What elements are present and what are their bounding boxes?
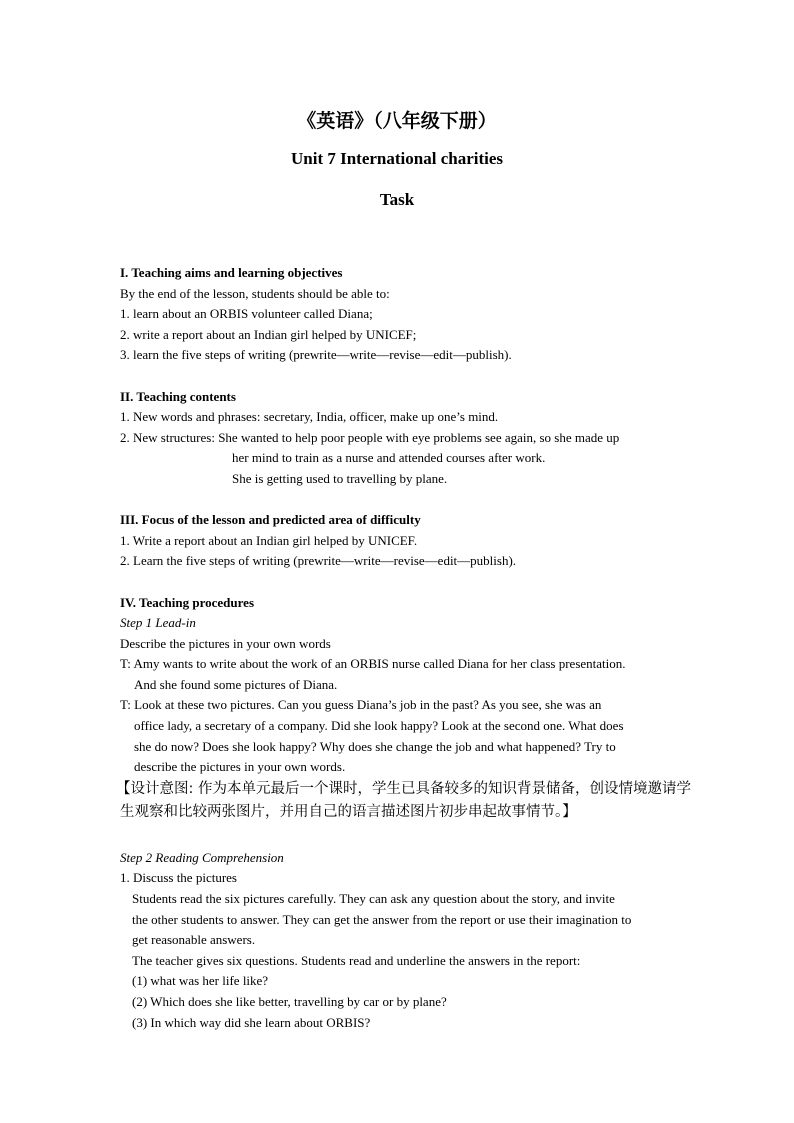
section2-item-cont: She is getting used to travelling by plane. <box>232 470 448 486</box>
design-intent-note: 【设计意图: 作为本单元最后一个课时，学生已具备较多的知识背景储备，创设情境邀请学 <box>116 780 691 797</box>
step1-intro: Describe the pictures in your own words <box>120 635 331 651</box>
step2-question: (3) In which way did she learn about ORBIS? <box>132 1014 371 1030</box>
section1-item: 1. learn about an ORBIS volunteer called Diana; <box>120 306 373 322</box>
step2-paragraph: the other students to answer. They can get the answer from the report or use their imagination to <box>132 911 632 927</box>
step1-teacher-line-cont: office lady, a secretary of a company. Did she look happy? Look at the second one. What does <box>134 718 624 734</box>
step2-paragraph: The teacher gives six questions. Students read and underline the answers in the report: <box>132 952 581 968</box>
section1-item: 3. learn the five steps of writing (prewrite—write—revise—edit—publish). <box>120 347 512 363</box>
document-body <box>116 263 691 1033</box>
section3-heading: III. Focus of the lesson and predicted area of difficulty <box>120 512 421 528</box>
step2-question: (2) Which does she like better, travelling by car or by plane? <box>132 994 447 1009</box>
step2-question: (1) what was her life like? <box>132 973 269 989</box>
step2-paragraph: Students read the six pictures carefully. They can ask any question about the story, and invite <box>132 891 615 907</box>
section2-heading: II. Teaching contents <box>120 388 236 404</box>
section3-item: 2. Learn the five steps of writing (prewrite—write—revise—edit—publish). <box>120 553 517 569</box>
design-intent-note-cont: 生观察和比较两张图片，并用自己的语言描述图片初步串起故事情节。】 <box>120 803 577 820</box>
section3-item: 1. Write a report about an Indian girl helped by UNICEF. <box>120 532 418 548</box>
book-title: 《英语》（八年级下册） <box>297 110 497 132</box>
section1-intro: By the end of the lesson, students should be able to: <box>120 285 390 301</box>
section2-item-cont: her mind to train as a nurse and attended courses after work. <box>232 450 546 466</box>
step1-title: Step 1 Lead-in <box>120 615 196 631</box>
step1-teacher-line: T: Amy wants to write about the work of an ORBIS nurse called Diana for her class presentation. <box>120 656 626 672</box>
step1-teacher-line-cont: she do now? Does she look happy? Why does she change the job and what happened? Try to <box>134 738 616 754</box>
unit-title: Unit 7 International charities <box>290 149 504 168</box>
section1-heading: I. Teaching aims and learning objectives <box>120 265 343 280</box>
step2-subheading: 1. Discuss the pictures <box>120 870 237 886</box>
section2-item: 1. New words and phrases: secretary, India, officer, make up one’s mind. <box>120 409 499 425</box>
lesson-title: Task <box>379 190 415 209</box>
step1-teacher-line-cont: describe the pictures in your own words. <box>134 759 346 775</box>
section1-item: 2. write a report about an Indian girl helped by UNICEF; <box>120 326 417 342</box>
step1-teacher-line-cont: And she found some pictures of Diana. <box>134 676 338 692</box>
step2-paragraph: get reasonable answers. <box>132 932 256 948</box>
section4-heading: IV. Teaching procedures <box>120 594 255 610</box>
step1-teacher-line: T: Look at these two pictures. Can you guess Diana’s job in the past? As you see, she was an <box>120 697 602 713</box>
section2-item: 2. New structures: She wanted to help poor people with eye problems see again, so she made up <box>120 429 620 445</box>
step2-title: Step 2 Reading Comprehension <box>120 849 284 865</box>
